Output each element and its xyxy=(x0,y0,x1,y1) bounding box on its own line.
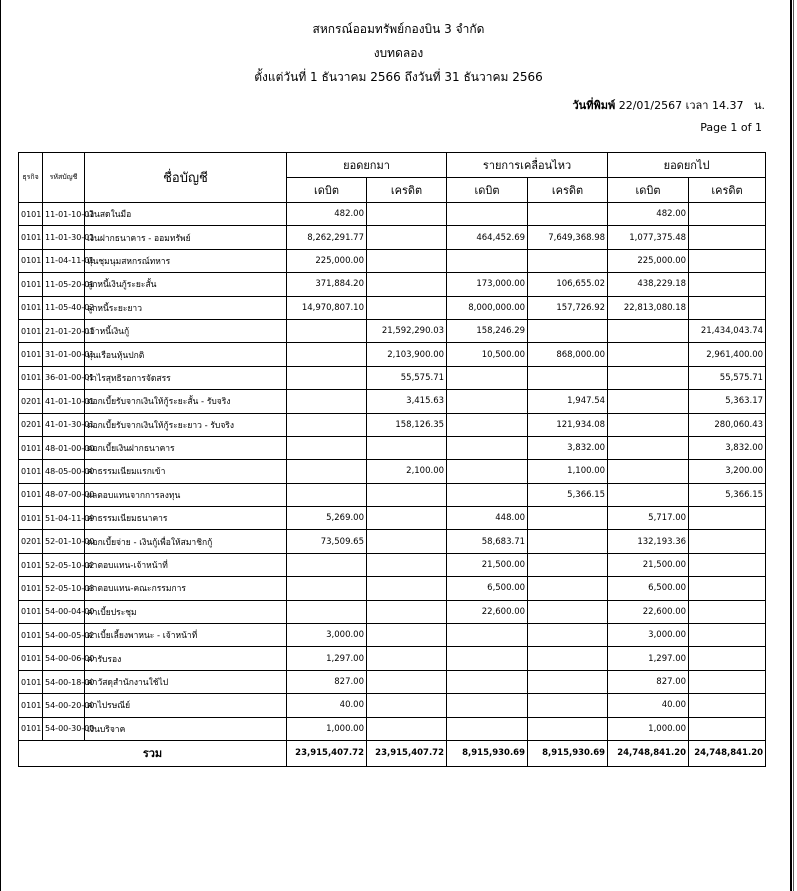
account-name-cell: กำไรสุทธิรอการจัดสรร xyxy=(85,366,287,389)
movement-credit-cell xyxy=(528,577,608,600)
opening-credit-cell: 2,100.00 xyxy=(367,460,447,483)
table-row xyxy=(19,530,766,553)
table-row xyxy=(19,483,766,506)
account-code-cell: 52-05-10-02 xyxy=(43,553,85,576)
branch-cell: 0101 xyxy=(19,670,43,693)
movement-debit-cell: 158,246.29 xyxy=(447,319,528,342)
opening-credit-cell xyxy=(367,694,447,717)
movement-credit-cell: 1,100.00 xyxy=(528,460,608,483)
branch-cell: 0101 xyxy=(19,366,43,389)
closing-debit-cell: 22,600.00 xyxy=(608,600,689,623)
opening-debit-cell xyxy=(287,577,367,600)
branch-cell: 0101 xyxy=(19,694,43,717)
account-name-cell: ผลตอบแทนจากการลงทุน xyxy=(85,483,287,506)
branch-cell: 0101 xyxy=(19,624,43,647)
movement-credit-cell: 157,726.92 xyxy=(528,296,608,319)
account-name-cell: ค่าไปรษณีย์ xyxy=(85,694,287,717)
opening-debit-cell: 827.00 xyxy=(287,670,367,693)
account-name-cell: ค่ารับรอง xyxy=(85,647,287,670)
branch-cell: 0101 xyxy=(19,249,43,272)
col-code-header: รหัสบัญชี xyxy=(43,153,85,203)
col-branch-header: ธุรกิจ xyxy=(19,153,43,203)
movement-debit-cell: 58,683.71 xyxy=(447,530,528,553)
opening-debit-cell: 5,269.00 xyxy=(287,507,367,530)
closing-credit-cell xyxy=(689,670,766,693)
closing-credit-cell xyxy=(689,600,766,623)
movement-credit-cell xyxy=(528,717,608,740)
closing-credit-cell xyxy=(689,507,766,530)
movement-debit-cell xyxy=(447,366,528,389)
opening-debit-cell xyxy=(287,553,367,576)
movement-credit-cell: 868,000.00 xyxy=(528,343,608,366)
movement-credit-cell xyxy=(528,530,608,553)
closing-credit-cell xyxy=(689,694,766,717)
closing-debit-header: เดบิต xyxy=(608,178,689,203)
branch-cell: 0101 xyxy=(19,296,43,319)
opening-credit-cell xyxy=(367,226,447,249)
opening-credit-cell xyxy=(367,577,447,600)
branch-cell: 0201 xyxy=(19,530,43,553)
account-code-cell: 54-00-30-00 xyxy=(43,717,85,740)
opening-debit-cell xyxy=(287,483,367,506)
closing-debit-cell: 1,077,375.48 xyxy=(608,226,689,249)
table-row xyxy=(19,507,766,530)
opening-debit-cell: 482.00 xyxy=(287,203,367,226)
table-row xyxy=(19,577,766,600)
movement-debit-cell xyxy=(447,436,528,459)
movement-credit-cell xyxy=(528,647,608,670)
closing-credit-cell: 5,366.15 xyxy=(689,483,766,506)
movement-debit-cell xyxy=(447,203,528,226)
closing-credit-cell: 3,200.00 xyxy=(689,460,766,483)
totals-label: รวม xyxy=(19,740,287,766)
opening-credit-cell xyxy=(367,670,447,693)
movement-debit-cell: 6,500.00 xyxy=(447,577,528,600)
table-row xyxy=(19,647,766,670)
closing-debit-cell: 1,000.00 xyxy=(608,717,689,740)
page-border-right xyxy=(790,0,792,891)
closing-debit-cell xyxy=(608,413,689,436)
opening-credit-cell: 3,415.63 xyxy=(367,390,447,413)
branch-cell: 0101 xyxy=(19,203,43,226)
account-name-cell: ค่าเบี้ยประชุม xyxy=(85,600,287,623)
closing-debit-cell: 6,500.00 xyxy=(608,577,689,600)
table-row xyxy=(19,460,766,483)
report-title: งบทดลอง xyxy=(373,46,424,60)
branch-cell: 0201 xyxy=(19,413,43,436)
account-name-cell: ค่าตอบแทน-คณะกรรมการ xyxy=(85,577,287,600)
branch-cell: 0101 xyxy=(19,460,43,483)
branch-cell: 0101 xyxy=(19,507,43,530)
account-name-cell: ลูกหนี้เงินกู้ระยะสั้น xyxy=(85,273,287,296)
account-code-cell: 54-00-06-00 xyxy=(43,647,85,670)
total-opening-debit: 23,915,407.72 xyxy=(287,740,367,766)
account-code-cell: 52-05-10-03 xyxy=(43,577,85,600)
account-code-cell: 54-00-18-00 xyxy=(43,670,85,693)
total-closing-credit: 24,748,841.20 xyxy=(689,740,766,766)
movement-debit-cell xyxy=(447,483,528,506)
closing-credit-cell xyxy=(689,273,766,296)
account-name-cell: เงินสดในมือ xyxy=(85,203,287,226)
closing-credit-cell xyxy=(689,226,766,249)
closing-credit-cell: 280,060.43 xyxy=(689,413,766,436)
branch-cell: 0101 xyxy=(19,343,43,366)
movement-debit-cell xyxy=(447,460,528,483)
account-code-cell: 11-01-30-01 xyxy=(43,226,85,249)
print-time-label: เวลา xyxy=(685,99,709,112)
opening-credit-cell xyxy=(367,717,447,740)
movement-debit-cell: 464,452.69 xyxy=(447,226,528,249)
table-row xyxy=(19,203,766,226)
account-name-cell: ค่าเบี้ยเลี้ยงพาหนะ - เจ้าหน้าที่ xyxy=(85,624,287,647)
opening-debit-cell xyxy=(287,460,367,483)
table-row xyxy=(19,319,766,342)
opening-debit-cell: 3,000.00 xyxy=(287,624,367,647)
account-code-cell: 41-01-10-01 xyxy=(43,390,85,413)
closing-debit-cell: 482.00 xyxy=(608,203,689,226)
branch-cell: 0101 xyxy=(19,273,43,296)
account-code-cell: 41-01-30-01 xyxy=(43,413,85,436)
movement-debit-cell xyxy=(447,694,528,717)
opening-debit-cell: 14,970,807.10 xyxy=(287,296,367,319)
table-row xyxy=(19,273,766,296)
movement-debit-cell xyxy=(447,670,528,693)
table-row xyxy=(19,600,766,623)
account-code-cell: 11-04-11-01 xyxy=(43,249,85,272)
branch-cell: 0101 xyxy=(19,577,43,600)
totals-row xyxy=(19,740,766,766)
movement-credit-header: เครดิต xyxy=(528,178,608,203)
col-movement-header: รายการเคลื่อนไหว xyxy=(447,153,608,178)
closing-debit-cell: 22,813,080.18 xyxy=(608,296,689,319)
movement-credit-cell xyxy=(528,203,608,226)
closing-debit-cell: 438,229.18 xyxy=(608,273,689,296)
col-name-header: ชื่อบัญชี xyxy=(85,153,287,203)
page-border-left xyxy=(0,0,1,891)
opening-debit-cell xyxy=(287,436,367,459)
page-number: Page 1 of 1 xyxy=(700,121,762,134)
opening-credit-cell: 55,575.71 xyxy=(367,366,447,389)
table-row xyxy=(19,436,766,459)
account-code-cell: 51-04-11-09 xyxy=(43,507,85,530)
movement-debit-cell: 10,500.00 xyxy=(447,343,528,366)
movement-credit-cell xyxy=(528,600,608,623)
branch-cell: 0101 xyxy=(19,226,43,249)
movement-debit-cell: 22,600.00 xyxy=(447,600,528,623)
account-name-cell: ดอกเบี้ยรับจากเงินให้กู้ระยะยาว - รับจริง xyxy=(85,413,287,436)
branch-cell: 0101 xyxy=(19,436,43,459)
movement-credit-cell: 121,934.08 xyxy=(528,413,608,436)
print-date-line xyxy=(573,96,766,114)
account-code-cell: 54-00-20-00 xyxy=(43,694,85,717)
movement-credit-cell xyxy=(528,507,608,530)
opening-debit-cell: 1,000.00 xyxy=(287,717,367,740)
table-row xyxy=(19,390,766,413)
table-row xyxy=(19,694,766,717)
movement-debit-cell xyxy=(447,717,528,740)
closing-debit-cell xyxy=(608,436,689,459)
account-name-cell: เงินฝากธนาคาร - ออมทรัพย์ xyxy=(85,226,287,249)
movement-credit-cell xyxy=(528,366,608,389)
opening-credit-cell xyxy=(367,296,447,319)
opening-debit-cell: 40.00 xyxy=(287,694,367,717)
account-code-cell: 11-05-20-01 xyxy=(43,273,85,296)
closing-credit-cell: 55,575.71 xyxy=(689,366,766,389)
account-name-cell: ดอกเบี้ยเงินฝากธนาคาร xyxy=(85,436,287,459)
closing-debit-cell xyxy=(608,460,689,483)
closing-credit-cell xyxy=(689,249,766,272)
opening-credit-cell xyxy=(367,624,447,647)
account-code-cell: 21-01-20-01 xyxy=(43,319,85,342)
table-row xyxy=(19,226,766,249)
opening-debit-cell xyxy=(287,366,367,389)
opening-credit-cell xyxy=(367,203,447,226)
opening-debit-cell xyxy=(287,319,367,342)
opening-credit-cell xyxy=(367,483,447,506)
opening-credit-cell xyxy=(367,273,447,296)
account-code-cell: 11-05-40-02 xyxy=(43,296,85,319)
account-name-cell: ลูกหนี้ระยะยาว xyxy=(85,296,287,319)
account-name-cell: ค่าธรรมเนียมธนาคาร xyxy=(85,507,287,530)
movement-debit-cell xyxy=(447,647,528,670)
print-date-value: 22/01/2567 xyxy=(618,99,683,112)
account-name-cell: ค่าตอบแทน-เจ้าหน้าที่ xyxy=(85,553,287,576)
closing-debit-cell: 225,000.00 xyxy=(608,249,689,272)
print-time-value: 14.37 xyxy=(711,99,744,112)
table-row xyxy=(19,343,766,366)
account-code-cell: 54-00-05-02 xyxy=(43,624,85,647)
account-code-cell: 54-00-04-00 xyxy=(43,600,85,623)
closing-debit-cell: 1,297.00 xyxy=(608,647,689,670)
opening-debit-cell: 8,262,291.77 xyxy=(287,226,367,249)
ledger-body xyxy=(19,203,766,741)
account-code-cell: 31-01-00-01 xyxy=(43,343,85,366)
total-movement-debit: 8,915,930.69 xyxy=(447,740,528,766)
opening-debit-header: เดบิต xyxy=(287,178,367,203)
table-row xyxy=(19,553,766,576)
table-row xyxy=(19,366,766,389)
branch-cell: 0101 xyxy=(19,717,43,740)
closing-debit-cell: 5,717.00 xyxy=(608,507,689,530)
branch-cell: 0101 xyxy=(19,483,43,506)
branch-cell: 0101 xyxy=(19,553,43,576)
branch-cell: 0101 xyxy=(19,647,43,670)
closing-credit-cell xyxy=(689,577,766,600)
account-code-cell: 48-05-00-00 xyxy=(43,460,85,483)
total-closing-debit: 24,748,841.20 xyxy=(608,740,689,766)
report-period: ตั้งแต่วันที่ 1 ธันวาคม 2566 ถึงวันที่ 31 ธันวาคม 2566 xyxy=(254,70,543,84)
account-name-cell: ดอกเบี้ยรับจากเงินให้กู้ระยะสั้น - รับจริง xyxy=(85,390,287,413)
movement-debit-cell xyxy=(447,413,528,436)
opening-credit-cell xyxy=(367,436,447,459)
opening-debit-cell: 1,297.00 xyxy=(287,647,367,670)
closing-debit-cell: 40.00 xyxy=(608,694,689,717)
branch-cell: 0201 xyxy=(19,390,43,413)
account-name-cell: เงินบริจาค xyxy=(85,717,287,740)
movement-debit-cell: 448.00 xyxy=(447,507,528,530)
branch-cell: 0101 xyxy=(19,319,43,342)
movement-debit-cell xyxy=(447,624,528,647)
page-shadow xyxy=(793,0,794,891)
account-code-cell: 36-01-00-01 xyxy=(43,366,85,389)
total-movement-credit: 8,915,930.69 xyxy=(528,740,608,766)
movement-credit-cell: 1,947.54 xyxy=(528,390,608,413)
opening-debit-cell xyxy=(287,343,367,366)
account-code-cell: 52-01-10-00 xyxy=(43,530,85,553)
movement-credit-cell xyxy=(528,553,608,576)
print-time-unit: น. xyxy=(753,99,765,112)
account-name-cell: หุ้นชุมนุมสหกรณ์ทหาร xyxy=(85,249,287,272)
opening-credit-cell xyxy=(367,647,447,670)
opening-credit-cell xyxy=(367,507,447,530)
movement-debit-cell: 8,000,000.00 xyxy=(447,296,528,319)
opening-credit-cell: 21,592,290.03 xyxy=(367,319,447,342)
movement-credit-cell xyxy=(528,249,608,272)
account-code-cell: 48-01-00-00 xyxy=(43,436,85,459)
movement-credit-cell xyxy=(528,694,608,717)
movement-credit-cell xyxy=(528,670,608,693)
opening-debit-cell: 73,509.65 xyxy=(287,530,367,553)
closing-debit-cell: 21,500.00 xyxy=(608,553,689,576)
movement-debit-cell xyxy=(447,390,528,413)
branch-cell: 0101 xyxy=(19,600,43,623)
closing-debit-cell xyxy=(608,483,689,506)
closing-debit-cell: 132,193.36 xyxy=(608,530,689,553)
opening-debit-cell xyxy=(287,413,367,436)
print-date-label: วันที่พิมพ์ xyxy=(572,99,616,112)
col-closing-header: ยอดยกไป xyxy=(608,153,766,178)
account-name-cell: ทุนเรือนหุ้นปกติ xyxy=(85,343,287,366)
table-row xyxy=(19,249,766,272)
movement-credit-cell: 106,655.02 xyxy=(528,273,608,296)
account-code-cell: 11-01-10-01 xyxy=(43,203,85,226)
closing-debit-cell: 3,000.00 xyxy=(608,624,689,647)
table-row xyxy=(19,717,766,740)
opening-credit-cell xyxy=(367,600,447,623)
trial-balance-table xyxy=(18,152,766,767)
opening-debit-cell: 371,884.20 xyxy=(287,273,367,296)
closing-credit-cell xyxy=(689,717,766,740)
opening-debit-cell xyxy=(287,600,367,623)
closing-credit-cell: 3,832.00 xyxy=(689,436,766,459)
closing-debit-cell xyxy=(608,343,689,366)
closing-credit-cell xyxy=(689,624,766,647)
closing-credit-cell xyxy=(689,530,766,553)
col-opening-header: ยอดยกมา xyxy=(287,153,447,178)
movement-debit-cell xyxy=(447,249,528,272)
movement-credit-cell xyxy=(528,319,608,342)
closing-credit-header: เครดิต xyxy=(689,178,766,203)
table-row xyxy=(19,670,766,693)
closing-credit-cell: 21,434,043.74 xyxy=(689,319,766,342)
opening-credit-cell: 158,126.35 xyxy=(367,413,447,436)
movement-credit-cell: 5,366.15 xyxy=(528,483,608,506)
movement-credit-cell: 7,649,368.98 xyxy=(528,226,608,249)
account-name-cell: ค่าวัสดุสำนักงานใช้ไป xyxy=(85,670,287,693)
account-name-cell: ค่าธรรมเนียมแรกเข้า xyxy=(85,460,287,483)
closing-credit-cell xyxy=(689,296,766,319)
closing-debit-cell xyxy=(608,319,689,342)
closing-credit-cell xyxy=(689,647,766,670)
closing-debit-cell xyxy=(608,390,689,413)
opening-credit-header: เครดิต xyxy=(367,178,447,203)
account-name-cell: เจ้าหนี้เงินกู้ xyxy=(85,319,287,342)
movement-debit-cell: 173,000.00 xyxy=(447,273,528,296)
opening-debit-cell: 225,000.00 xyxy=(287,249,367,272)
account-code-cell: 48-07-00-00 xyxy=(43,483,85,506)
movement-debit-header: เดบิต xyxy=(447,178,528,203)
table-row xyxy=(19,624,766,647)
total-opening-credit: 23,915,407.72 xyxy=(367,740,447,766)
movement-credit-cell: 3,832.00 xyxy=(528,436,608,459)
closing-credit-cell xyxy=(689,553,766,576)
opening-debit-cell xyxy=(287,390,367,413)
company-title: สหกรณ์ออมทรัพย์กองบิน 3 จำกัด xyxy=(312,22,485,36)
movement-credit-cell xyxy=(528,624,608,647)
closing-credit-cell: 5,363.17 xyxy=(689,390,766,413)
opening-credit-cell: 2,103,900.00 xyxy=(367,343,447,366)
movement-debit-cell: 21,500.00 xyxy=(447,553,528,576)
opening-credit-cell xyxy=(367,249,447,272)
table-row xyxy=(19,413,766,436)
account-name-cell: ดอกเบี้ยจ่าย - เงินกู้เพื่อให้สมาชิกกู้ xyxy=(85,530,287,553)
closing-credit-cell: 2,961,400.00 xyxy=(689,343,766,366)
closing-debit-cell: 827.00 xyxy=(608,670,689,693)
table-row xyxy=(19,296,766,319)
closing-credit-cell xyxy=(689,203,766,226)
opening-credit-cell xyxy=(367,553,447,576)
opening-credit-cell xyxy=(367,530,447,553)
closing-debit-cell xyxy=(608,366,689,389)
